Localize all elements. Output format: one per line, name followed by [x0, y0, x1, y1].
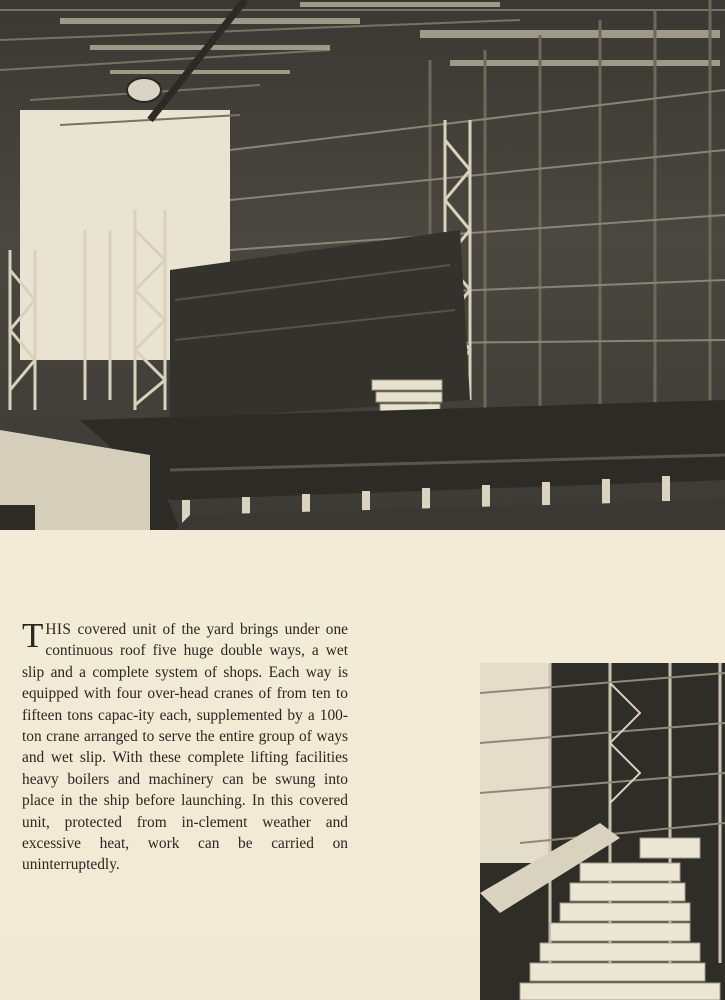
drop-cap: T: [22, 616, 44, 655]
framework-and-timber-photo: [480, 663, 725, 1000]
photo-illustration-small: [480, 663, 725, 1000]
article-paragraph: [22, 616, 348, 876]
article-text: covered unit of the yard brings under one continuous roof five huge double ways, a wet slip and a complete system of shops. Each way is equipped with four over-head cranes of from ten to fifteen tons capac-ity each, supplemented by a 100-ton crane arranged to serve the entire group of ways and wet slip. With these complete lifting facilities heavy boilers and machinery can be swung into place in the ship before launching. In this covered unit, protected from in-clement weather and excessive heat, work can be carried on uninterruptedly.: [22, 621, 348, 874]
lead-in: HIS: [45, 621, 72, 638]
